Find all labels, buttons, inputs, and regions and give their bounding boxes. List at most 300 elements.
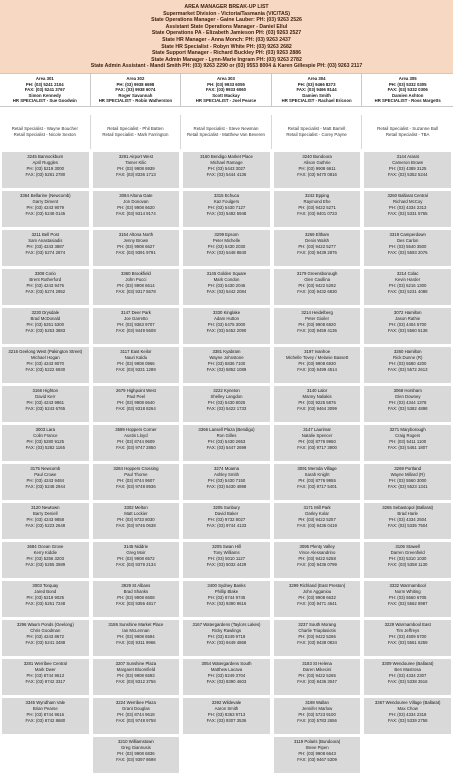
store-fax: FAX: (03) 5783 2656 xyxy=(297,717,337,723)
store-manager: Joe Garretto xyxy=(123,315,148,321)
store-name: 3392 Wildevale xyxy=(211,699,242,705)
store-fax: FAX: (03) 9318 8264 xyxy=(116,405,156,411)
store-manager: Brad Shanks xyxy=(123,588,149,594)
area-title: Area 304 xyxy=(307,75,326,81)
store-manager: Des Carlon xyxy=(396,237,419,243)
store-name: 3400 Sydney Banks xyxy=(207,582,246,588)
store-name: 3330 Kinglake xyxy=(212,309,241,315)
store-manager: Darren Greenfield xyxy=(390,549,425,555)
store-manager: Glen Caullina xyxy=(304,276,330,282)
area-hr: HR SPECIALIST - Ross Margetts xyxy=(374,98,441,104)
store-phone: PH: (03) 9422 5257 xyxy=(298,516,336,522)
store-fax: FAX: (03) 5461 1807 xyxy=(387,444,428,450)
store-phone: PH: (03) 4334 2318 xyxy=(388,711,427,717)
store-name: 3240 Bundoora xyxy=(302,153,332,159)
store-phone: PH: (03) 8744 9745 xyxy=(207,594,246,600)
store-fax: FAX: (03) 9307 3536 xyxy=(206,717,247,723)
area-hr: HR SPECIALIST - Joel Pearce xyxy=(195,98,257,104)
store-manager: Paul Crowe xyxy=(34,471,57,477)
store-phone: PH: (03) 5560 6705 xyxy=(388,594,427,600)
store-manager: Craig Rogers xyxy=(395,432,421,438)
store-phone: PH: (03) 4334 2313 xyxy=(388,204,427,210)
store-fax: FAX: (03) 9717 3900 xyxy=(297,444,337,450)
store-fax: FAX: (03) 5241 3488 xyxy=(25,639,66,645)
store-fax: FAX: (03) 5852 1089 xyxy=(206,366,247,372)
store-phone: PH: (03) 9908 6836 xyxy=(117,750,155,756)
store-name: 3381 Kyabram xyxy=(212,348,241,354)
store-card xyxy=(1,658,90,696)
store-manager: Manny Naliakis xyxy=(302,393,332,399)
store-phone: PH: (03) 9908 6593 xyxy=(117,672,155,678)
header-line: Supermarket Division - Victoria/Tasmania (VIC/TAS) xyxy=(163,10,290,17)
store-card xyxy=(273,463,362,501)
store-card xyxy=(1,151,90,189)
store-name: 3360 Brookfield xyxy=(120,270,151,276)
store-name: 3367 Wendouree Village (Ballarat) xyxy=(374,699,441,705)
store-manager: Ian McLennan xyxy=(122,627,150,633)
store-fax: FAX: (03) 5281 2780 xyxy=(25,171,66,177)
store-card xyxy=(92,190,181,228)
store-column xyxy=(0,151,91,775)
header-line: State Support Manager - Richard Buckley PH: (03) 9263 2886 xyxy=(151,50,302,57)
store-card xyxy=(363,580,452,618)
store-manager: Norm Whiting xyxy=(394,588,421,594)
store-name: 3332 Warrnambool xyxy=(389,582,426,588)
store-fax: FAX: (03) 5222 6930 xyxy=(25,366,66,372)
retail-specialist-cell: Retail Specialist - Wayne Boucher Retail Specialist - Nicole Sexton xyxy=(0,115,91,149)
store-card xyxy=(182,268,271,306)
area-name: Scott Mackay xyxy=(212,92,240,98)
store-card xyxy=(273,541,362,579)
store-fax: FAX: (03) 9312 3756 xyxy=(116,678,156,684)
store-phone: PH: (03) 5219 9025 xyxy=(26,594,65,600)
store-card xyxy=(273,151,362,189)
store-phone: PH: (03) 8776 9955 xyxy=(298,477,336,483)
store-fax: FAX: (03) 9467 5309 xyxy=(297,756,337,762)
store-name: 3154 Altona North xyxy=(118,231,154,237)
store-name: 3186 Sunshine Market Place xyxy=(108,621,164,627)
store-fax: FAX: (03) 5430 4898 xyxy=(206,483,247,489)
store-name: 3166 Highton xyxy=(32,387,59,393)
store-card xyxy=(1,229,90,267)
store-card xyxy=(92,736,181,774)
store-name: 3140 Lalor xyxy=(306,387,328,393)
store-name: 3229 Warrnambool East xyxy=(384,621,431,627)
store-card xyxy=(92,463,181,501)
store-manager: Natalie Spencer xyxy=(301,432,333,438)
store-phone: PH: (03) 5256 3203 xyxy=(26,555,65,561)
area-managers-row xyxy=(0,73,453,107)
store-card xyxy=(363,658,452,696)
store-name: 3205 Swan Hill xyxy=(212,543,241,549)
store-manager: Chris Goodman xyxy=(30,627,61,633)
store-manager: Richard McCoy xyxy=(393,198,423,204)
store-card xyxy=(92,151,181,189)
store-phone: PH: (03) 5540 3500 xyxy=(388,243,427,249)
store-name: 3224 Werribee Plaza xyxy=(115,699,156,705)
store-phone: PH: (03) 4243 9861 xyxy=(26,399,65,405)
area-card xyxy=(362,74,453,106)
store-phone: PH: (03) 9422 5277 xyxy=(298,243,336,249)
store-fax: FAX: (03) 5253 3883 xyxy=(25,327,66,333)
store-card xyxy=(92,697,181,735)
store-fax: FAX: (03) 5248 2944 xyxy=(25,483,66,489)
store-manager: Nauri Kaldu xyxy=(124,354,148,360)
store-phone: PH: (03) 9422 5265 xyxy=(298,672,336,678)
store-phone: PH: (03) 9908 0966 xyxy=(117,360,155,366)
store-manager: Sarah Knight xyxy=(304,471,330,477)
store-phone: PH: (03) 4334 2504 xyxy=(388,516,427,522)
store-manager: Michelle Tovey / Melanie Bassett xyxy=(285,354,349,360)
store-fax: FAX: (03) 5282 1165 xyxy=(25,444,65,450)
store-card xyxy=(92,229,181,267)
store-phone: PH: (03) 9363 9707 xyxy=(117,321,155,327)
store-manager: Mark Condon xyxy=(213,276,240,282)
store-card xyxy=(92,502,181,540)
store-name: 3308 Corio xyxy=(34,270,56,276)
store-manager: Austin Lloyd xyxy=(124,432,148,438)
store-fax: FAX: (03) 9471 4641 xyxy=(297,600,337,606)
store-card xyxy=(363,268,452,306)
store-name: 3216 Geelong West (Pakington Street) xyxy=(8,348,83,354)
store-manager: Jared Bond xyxy=(34,588,57,594)
store-name: 3364 Bellarine (Newcomb) xyxy=(19,192,71,198)
store-fax: FAX: (03) 5593 2076 xyxy=(387,249,428,255)
store-phone: PH: (03) 4243 3887 xyxy=(26,243,65,249)
store-card xyxy=(1,502,90,540)
store-manager: Vince Alessandrino xyxy=(298,549,336,555)
store-name: 3003 Lara xyxy=(35,426,55,432)
store-card xyxy=(1,346,90,384)
store-phone: PH: (03) 5475 3000 xyxy=(207,321,246,327)
store-card xyxy=(1,307,90,345)
store-manager: Raymond Ehe xyxy=(303,198,331,204)
store-card xyxy=(182,541,271,579)
store-phone: PH: (03) 4404 5700 xyxy=(388,321,427,327)
store-card xyxy=(273,229,362,267)
store-name: 3299 Epsom xyxy=(214,231,239,237)
store-manager: David Baker xyxy=(214,510,239,516)
store-card xyxy=(363,697,452,735)
header-line: State HR Manager - Anna Monch: PH: (03) 9263 2437 xyxy=(162,36,291,43)
store-card xyxy=(1,424,90,462)
store-manager: Paul Thorne xyxy=(124,471,148,477)
store-card xyxy=(363,151,452,189)
store-fax: FAX: (03) 5338 3516 xyxy=(387,678,428,684)
store-card xyxy=(182,385,271,423)
store-manager: Brian Pearse xyxy=(32,705,58,711)
store-manager: Tamer Kilic xyxy=(125,159,147,165)
store-fax: FAX: (03) 9746 0638 xyxy=(116,522,156,528)
store-phone: PH: (03) 9908 6614 xyxy=(117,282,155,288)
store-phone: PH: (03) 9422 5271 xyxy=(298,204,336,210)
store-manager: Sam Anastasiadis xyxy=(28,237,63,243)
store-manager: Brad Harle xyxy=(397,510,418,516)
store-fax: FAX: (03) 5447 2699 xyxy=(206,444,247,450)
store-fax: FAX: (03) 9311 9966 xyxy=(116,639,156,645)
store-manager: John Agganiou xyxy=(302,588,332,594)
store-fax: FAX: (03) 5274 2874 xyxy=(25,249,66,255)
store-card xyxy=(363,619,452,657)
store-phone: PH: (03) 9422 5258 xyxy=(298,555,336,561)
store-phone: PH: (03) 5430 2030 xyxy=(207,243,246,249)
store-name: 3271 Maryborough xyxy=(389,426,426,432)
store-name: 3345 Wyndham Vale xyxy=(25,699,66,705)
area-ph: PH: (03) 5332 0305 xyxy=(388,81,427,87)
store-fax: FAX: (03) 5261 7248 xyxy=(25,600,66,606)
store-name: 3198 Wallan xyxy=(305,699,329,705)
store-phone: PH: (03) 8363 9713 xyxy=(207,711,246,717)
store-manager: Peter Gioiler xyxy=(305,315,330,321)
store-manager: Glen Downey xyxy=(394,393,421,399)
store-phone: PH: (03) 5216 1300 xyxy=(388,282,427,288)
store-name: 3106 Stawell xyxy=(395,543,420,549)
store-fax: FAX: (03) 5032 4429 xyxy=(206,561,247,567)
header-line: State Admin Assistant - Mandi Smith PH: (03) 9263 2290 or (03) 9553 8004 & Karen Gillespie PH: (03) 9263 2117 xyxy=(90,63,363,70)
store-manager: Daren Mikecini xyxy=(302,666,332,672)
store-manager: Darley Kolar xyxy=(305,510,329,516)
store-name: 3281 Werribee Central xyxy=(23,660,67,666)
area-title: Area 305 xyxy=(398,75,417,81)
store-card xyxy=(273,190,362,228)
store-manager: Ben Mastrosa xyxy=(394,666,421,672)
store-card xyxy=(1,580,90,618)
store-card xyxy=(1,463,90,501)
store-manager: Mark Dwer xyxy=(34,666,56,672)
store-phone: PH: (03) 9908 6594 xyxy=(117,633,155,639)
store-fax: FAX: (03) 5243 6765 xyxy=(25,405,66,411)
store-manager: Colin France xyxy=(33,432,58,438)
store-fax: FAX: (03) 5339 2758 xyxy=(387,717,428,723)
store-name: 3003 Torquay xyxy=(32,582,59,588)
store-name: 3245 Bannockburn xyxy=(27,153,64,159)
store-fax: FAX: (03) 5572 2613 xyxy=(387,366,428,372)
store-manager: Wayne Johnstone xyxy=(209,354,244,360)
store-manager: Paul Peel xyxy=(126,393,146,399)
store-phone: PH: (03) 8744 9609 xyxy=(117,438,155,444)
store-name: 3054 Watergardens South xyxy=(201,660,252,666)
area-card xyxy=(91,74,182,106)
store-phone: PH: (03) 9733 8030 xyxy=(117,516,155,522)
store-manager: David Kerr xyxy=(35,393,56,399)
area-fax: FAX: (03) 9938 6074 xyxy=(115,87,156,93)
page-header xyxy=(0,0,453,73)
store-fax: FAX: (03) 9314 9174 xyxy=(116,210,156,216)
store-manager: Michael Hogan xyxy=(30,354,60,360)
store-card xyxy=(92,658,181,696)
store-card xyxy=(92,619,181,657)
store-name: 3299 Richland (East Preston) xyxy=(289,582,346,588)
store-card xyxy=(182,424,271,462)
retail-specialist-cell: Retail Specialist - Steve Newman Retail Specialist - Matthew Van Beveren xyxy=(181,115,272,149)
store-fax: FAX: (03) 5560 5138 xyxy=(387,327,428,333)
store-manager: Greg Moir xyxy=(126,549,146,555)
store-card xyxy=(273,424,362,462)
store-fax: FAX: (03) 5448 8840 xyxy=(206,249,247,255)
store-fax: FAX: (03) 5335 7504 xyxy=(387,522,428,528)
store-manager: Garry Diment xyxy=(32,198,59,204)
store-card xyxy=(92,580,181,618)
area-name: Simon Kennedy xyxy=(28,92,62,98)
store-grid xyxy=(0,151,453,775)
store-phone: PH: (03) 8776 9950 xyxy=(298,438,336,444)
store-manager: Ashley Smith xyxy=(213,471,240,477)
store-name: 3589 Hoppers Corner xyxy=(115,426,157,432)
store-fax: FAX: (03) 5382 4898 xyxy=(387,405,428,411)
store-manager: Ricky Rawlings xyxy=(211,627,242,633)
store-name: 3145 Niddrie xyxy=(123,543,149,549)
store-card xyxy=(182,229,271,267)
store-phone: PH: (03) 9908 6640 xyxy=(117,399,155,405)
store-phone: PH: (03) 5723 9100 xyxy=(298,711,336,717)
store-manager: Shelley Langdon xyxy=(210,393,243,399)
store-manager: April Ruggles xyxy=(32,159,59,165)
store-phone: PH: (03) 5251 5300 xyxy=(26,321,65,327)
store-manager: Barry Deniell xyxy=(32,510,58,516)
store-manager: Kerry Kiddie xyxy=(33,549,57,555)
store-manager: Ron Gilles xyxy=(216,432,237,438)
header-line: State Operations PA - Elizabeth Jamieson PH: (03) 9263 2527 xyxy=(151,30,302,37)
store-phone: PH: (03) 9908 6632 xyxy=(298,594,336,600)
store-name: 3167 Watergardens (Taylors Lakes) xyxy=(192,621,261,627)
store-card xyxy=(1,268,90,306)
store-manager: Matt Lockier xyxy=(124,510,148,516)
store-name: 3302 Melton xyxy=(124,504,148,510)
retail-specialists-row xyxy=(0,115,453,149)
store-manager: Margaret Bloomfield xyxy=(116,666,156,672)
store-card xyxy=(273,268,362,306)
store-phone: PH: (03) 8744 9607 xyxy=(117,477,155,483)
store-column xyxy=(91,151,182,775)
store-phone: PH: (03) 5411 1100 xyxy=(389,438,427,444)
store-manager: Steve Pipen xyxy=(305,744,329,750)
store-phone: PH: (03) 9732 8027 xyxy=(207,516,246,522)
store-card xyxy=(273,502,362,540)
store-name: 3296 Waurn Ponds (Geelong) xyxy=(16,621,74,627)
store-manager: Charlie Triaplasiotis xyxy=(298,627,336,633)
area-card xyxy=(181,74,272,106)
area-title: Area 303 xyxy=(217,75,235,81)
store-fax: FAX: (03) 9499 4514 xyxy=(297,366,337,372)
store-phone: PH: (03) 9908 6930 xyxy=(298,360,336,366)
store-phone: PH: (03) 8249 3704 xyxy=(207,672,246,678)
store-card xyxy=(1,190,90,228)
store-phone: PH: (03) 9422 5292 xyxy=(298,282,336,288)
store-card xyxy=(1,385,90,423)
store-fax: FAX: (03) 5223 2648 xyxy=(25,522,66,528)
store-fax: FAX: (03) 8436 3047 xyxy=(297,678,337,684)
store-phone: PH: (03) 9908 6611 xyxy=(298,165,336,171)
store-name: 3205 Sunbury xyxy=(213,504,240,510)
store-card xyxy=(182,307,271,345)
store-card xyxy=(273,697,362,735)
store-name: 3120 Newtown xyxy=(31,504,60,510)
store-card xyxy=(363,346,452,384)
store-name: 3684 Ocean Grove xyxy=(27,543,64,549)
store-manager: Jenny Brown xyxy=(123,237,149,243)
store-phone: PH: (03) 5310 1030 xyxy=(388,555,427,561)
store-manager: John Pucci xyxy=(125,276,147,282)
store-card xyxy=(1,619,90,657)
store-name: 3197 Ivanhoe xyxy=(304,348,331,354)
store-phone: PH: (03) 9908 6920 xyxy=(298,321,336,327)
store-fax: FAX: (03) 5248 0145 xyxy=(25,210,66,216)
store-fax: FAX: (03) 5358 1130 xyxy=(388,561,428,567)
store-manager: Phillip Blake xyxy=(214,588,239,594)
store-name: 3068 Horsham xyxy=(393,387,422,393)
store-manager: Kevin Harder xyxy=(395,276,421,282)
store-fax: FAX: (03) 9717 5401 xyxy=(297,483,337,489)
store-phone: PH: (03) 8744 9618 xyxy=(117,711,155,717)
store-card xyxy=(92,346,181,384)
store-card xyxy=(92,307,181,345)
store-name: 3147 Deer Park xyxy=(120,309,151,315)
store-card xyxy=(182,346,271,384)
area-fax: FAX: (03) 9466 8144 xyxy=(296,87,337,93)
retail-specialist-cell: Retail Specialist - Matt Barrell Retail Specialist - Corey Payne xyxy=(272,115,363,149)
store-card xyxy=(363,424,452,462)
store-name: 3175 Newcomb xyxy=(30,465,61,471)
store-fax: FAX: (03) 9459 4136 xyxy=(297,327,337,333)
store-fax: FAX: (03) 8336 1713 xyxy=(116,171,156,177)
store-name: 3929 St Albans xyxy=(121,582,151,588)
area-ph: PH: (03) 5241 2104 xyxy=(25,81,64,87)
store-name: 3214 Heidelberg xyxy=(301,309,333,315)
store-column xyxy=(362,151,453,775)
header-line: State Admin Manager - Lynn-Marie Ingram PH: (03) 9263 2782 xyxy=(151,56,302,63)
store-card xyxy=(182,151,271,189)
store-phone: PH: (03) 5836 7100 xyxy=(207,360,246,366)
store-manager: Brad McDonald xyxy=(30,315,61,321)
store-name: 3072 Hamilton xyxy=(393,309,422,315)
area-fax: FAX: (03) 5332 0306 xyxy=(387,87,428,93)
store-phone: PH: (03) 5580 4200 xyxy=(388,360,427,366)
store-phone: PH: (03) 9908 6643 xyxy=(298,750,336,756)
store-card xyxy=(1,697,90,735)
store-card xyxy=(273,307,362,345)
store-card xyxy=(273,346,362,384)
store-phone: PH: (03) 4334 2307 xyxy=(388,672,427,678)
store-name: 3260 Hamilton xyxy=(393,348,422,354)
store-name: 3319 Camperdown xyxy=(389,231,426,237)
store-card xyxy=(1,541,90,579)
store-card xyxy=(182,463,271,501)
store-card xyxy=(92,385,181,423)
store-card xyxy=(182,580,271,618)
store-phone: PH: (03) 4243 8672 xyxy=(26,633,65,639)
store-name: 3210 Williamstown xyxy=(117,738,154,744)
store-card xyxy=(363,463,452,501)
store-name: 3183 St Helena xyxy=(302,660,332,666)
store-card xyxy=(92,424,181,462)
store-name: 3366 Lansell Plaza (Bendigo) xyxy=(198,426,255,432)
store-manager: Michael Ramage xyxy=(210,159,243,165)
store-phone: PH: (03) 5430 2046 xyxy=(207,282,246,288)
store-fax: FAX: (03) 8390 4603 xyxy=(206,678,247,684)
area-fax: FAX: (03) 5241 3767 xyxy=(24,87,65,93)
area-title: Area 302 xyxy=(126,75,145,81)
store-name: 3265 Sebastopol (Ballarat) xyxy=(382,504,434,510)
store-name: 3117 East Keilor xyxy=(120,348,152,354)
store-phone: PH: (03) 5443 3027 xyxy=(207,165,246,171)
store-phone: PH: (03) 9908 6608 xyxy=(117,594,155,600)
store-card xyxy=(182,619,271,657)
store-phone: PH: (03) 5430 7150 xyxy=(207,477,246,483)
area-card xyxy=(0,74,91,106)
store-name: 3091 Mernda Village xyxy=(297,465,337,471)
store-manager: Tony Williams xyxy=(213,549,240,555)
store-name: 3242 Epping xyxy=(305,192,330,198)
